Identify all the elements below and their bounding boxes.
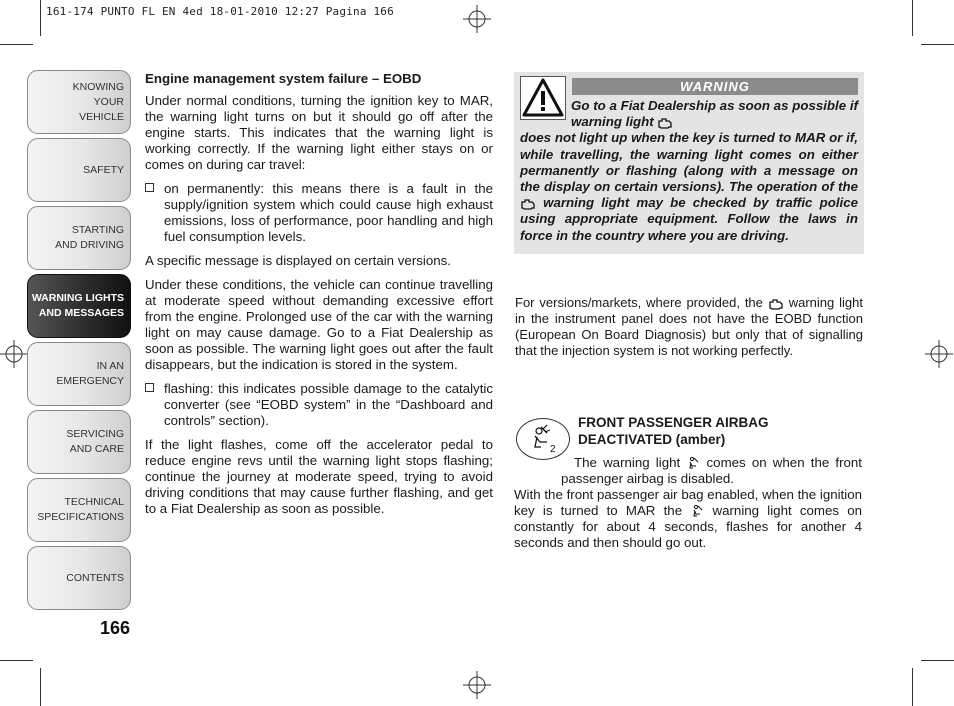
registration-mark-icon: [463, 5, 491, 33]
paragraph-part: comes on when the front passenger airbag is disabled.: [561, 455, 862, 486]
paragraph-part: The warning light: [574, 455, 681, 470]
registration-mark-icon: [0, 340, 28, 368]
list-item-text: flashing: this indicates possible damage to the catalytic converter (see “EOBD system” in the “Dashboard and controls” section).: [164, 381, 493, 428]
paragraph-part: For versions/markets, where provided, the: [515, 295, 763, 310]
crop-mark: [912, 668, 913, 706]
paragraph-part: With the front passenger air bag enabled, when the ignition key is turned to MAR the: [514, 487, 862, 518]
print-slug: 161-174 PUNTO FL EN 4ed 18-01-2010 12:27 Pagina 166: [46, 5, 394, 18]
crop-mark: [0, 44, 33, 45]
paragraph: [514, 455, 862, 487]
warning-text-part: Go to a Fiat Dealership as soon as possible if warning light: [571, 98, 858, 130]
checkbox-bullet-icon: [145, 383, 154, 392]
registration-mark-icon: [925, 340, 953, 368]
page-number: 166: [100, 618, 131, 638]
airbag-heading-suffix: (amber): [675, 432, 726, 447]
warning-text-part: warning light may be checked by traffic police using appropriate equipment. Follow the laws in force in the country where you are driving.: [520, 195, 858, 243]
crop-mark: [921, 44, 954, 45]
tab-knowing-your-vehicle[interactable]: KNOWING YOUR VEHICLE: [27, 70, 131, 134]
crop-mark: [40, 0, 41, 36]
registration-mark-icon: [463, 671, 491, 699]
tab-technical-specifications[interactable]: TECHNICAL SPECIFICATIONS: [27, 478, 131, 542]
paragraph: [514, 487, 862, 551]
tab-in-an-emergency[interactable]: IN AN EMERGENCY: [27, 342, 131, 406]
crop-mark: [0, 660, 33, 661]
airbag-off-icon: [690, 504, 704, 518]
left-column: [145, 71, 493, 525]
tab-starting-and-driving[interactable]: STARTING AND DRIVING: [27, 206, 131, 270]
crop-mark: [921, 660, 954, 661]
checkbox-bullet-icon: [145, 183, 154, 192]
paragraph: A specific message is displayed on certain versions.: [145, 253, 451, 268]
engine-warning-icon: [768, 298, 784, 310]
paragraph: If the light flashes, come off the accelerator pedal to reduce engine revs until the warning light stops flashing; continue the journey at moderate speed, trying to avoid driving conditions that may cause further flashing, and get to a Fiat Dealership as soon as possible.: [145, 437, 493, 516]
tab-contents[interactable]: CONTENTS: [27, 546, 131, 610]
paragraph: Under these conditions, the vehicle can continue travelling at moderate speed without demanding excessive effort from the engine. Prolonged use of the car with the warning light on may cause damage. Go to a Fiat Dealership as soon as possible. The warning light goes out after the fault disappears, but the indication is stored in the system.: [145, 277, 493, 372]
right-column-eobd-note: [515, 295, 863, 359]
warning-box: [514, 72, 864, 254]
tab-safety[interactable]: SAFETY: [27, 138, 131, 202]
crop-mark: [40, 668, 41, 706]
airbag-heading-bold: FRONT PASSENGER AIRBAG DEACTIVATED: [578, 415, 769, 447]
engine-warning-icon: [657, 117, 673, 129]
airbag-off-icon: [516, 418, 570, 460]
list-item: [145, 181, 493, 245]
list-item-text: on permanently: this means there is a fault in the supply/ignition system which could cause high exhaust emissions, loss of performance, poor handling and high fuel consumption levels.: [164, 181, 493, 244]
warning-text: [520, 98, 858, 244]
list-item: [145, 381, 493, 429]
section-heading: Engine management system failure – EOBD: [145, 71, 422, 86]
airbag-heading: [578, 414, 858, 448]
warning-text-part: does not light up when the key is turned to MAR or if, while travelling, the warning light comes on either permanently or flashing (along with a message on the display on certain versions). The operation of the: [520, 130, 858, 195]
paragraph-part: warning light in the instrument panel does not have the EOBD function (European On Board Diagnosis) but only that of signalling that the injection system is not working perfectly.: [515, 295, 863, 358]
paragraph-part: warning light comes on constantly for about 4 seconds, flashes for another 4 seconds and then should go out.: [514, 503, 862, 550]
paragraph: Under normal conditions, turning the ignition key to MAR, the warning light turns on but it should go off after the engine starts. This indicates that the warning light is working correctly. If the warning light either stays on or comes on during car travel:: [145, 93, 493, 172]
airbag-off-icon: [686, 456, 700, 470]
tab-servicing-and-care[interactable]: SERVICING AND CARE: [27, 410, 131, 474]
crop-mark: [912, 0, 913, 36]
airbag-text: [514, 455, 862, 551]
warning-title: WARNING: [572, 78, 858, 95]
engine-warning-icon: [520, 198, 536, 210]
tab-warning-lights-and-messages[interactable]: WARNING LIGHTS AND MESSAGES: [27, 274, 131, 338]
svg-text:2: 2: [550, 444, 556, 455]
